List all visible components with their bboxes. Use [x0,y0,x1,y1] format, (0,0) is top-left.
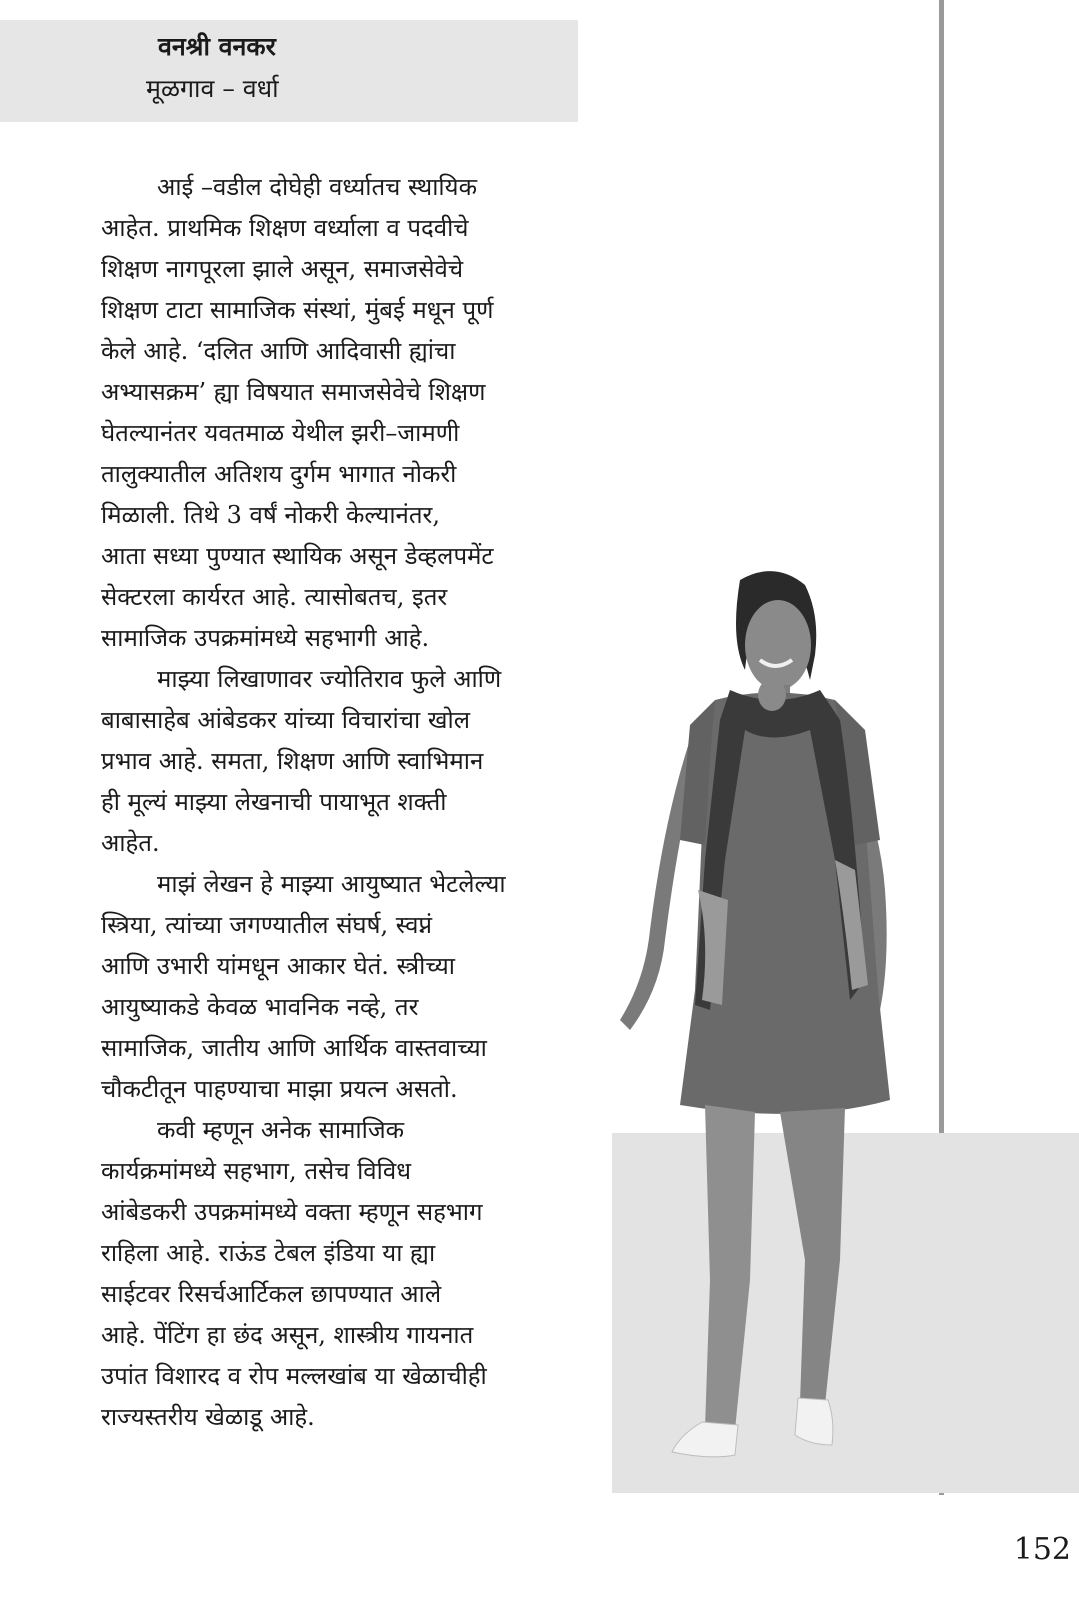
bio-line: केले आहे. ‘दलित आणि आदिवासी ह्यांचा [101,337,456,365]
bio-line: शिक्षण टाटा सामाजिक संस्थां, मुंबई मधून पूर्ण [101,296,494,324]
photo-right-shoe [795,1398,833,1445]
author-photo [610,560,930,1460]
photo-left-leg [705,1105,755,1430]
bio-line: शिक्षण नागपूरला झाले असून, समाजसेवेचे [101,255,464,283]
author-place: मूळगाव – वर्धा [146,74,279,103]
bio-line: बाबासाहेब आंबेडकर यांच्या विचारांचा खोल [101,706,470,734]
bio-line: अभ्यासक्रम’ ह्या विषयात समाजसेवेचे शिक्षण [101,378,486,406]
bio-line: ही मूल्यं माझ्या लेखनाची पायाभूत शक्ती [101,788,447,816]
bio-line: मिळाली. तिथे 3 वर्षं नोकरी केल्यानंतर, [101,501,440,529]
bio-line: आई –वडील दोघेही वर्ध्यातच स्थायिक [157,173,478,201]
author-name: वनश्री वनकर [158,32,276,61]
bio-line: कवी म्हणून अनेक सामाजिक [157,1116,405,1144]
bio-line: आणि उभारी यांमधून आकार घेतं. स्त्रीच्या [101,952,456,980]
bio-line: साईटवर रिसर्चआर्टिकल छापण्यात आले [101,1280,442,1308]
bio-line: आहेत. [101,829,160,857]
page-number: 152 [1013,1532,1071,1567]
bio-line: सामाजिक, जातीय आणि आर्थिक वास्तवाच्या [101,1034,487,1062]
photo-face [745,600,811,690]
photo-hand [758,679,786,711]
bio-text [101,167,591,1438]
bio-line: घेतल्यानंतर यवतमाळ येथील झरी–जामणी [101,419,460,447]
bio-line: आंबेडकरी उपक्रमांमध्ये वक्ता म्हणून सहभाग [101,1198,483,1226]
bio-line: आता सध्या पुण्यात स्थायिक असून डेव्हलपमेंट [101,542,494,570]
bio-line: माझं लेखन हे माझ्या आयुष्यात भेटलेल्या [157,870,506,898]
photo-left-shoe [672,1422,738,1457]
bio-line: स्त्रिया, त्यांच्या जगण्यातील संघर्ष, स्वप्नं [101,911,433,939]
bio-line: सामाजिक उपक्रमांमध्ये सहभागी आहे. [101,624,430,652]
photo-right-leg [780,1108,845,1405]
bio-line: राज्यस्तरीय खेळाडू आहे. [101,1403,315,1431]
bio-line: आहे. पेंटिंग हा छंद असून, शास्त्रीय गायनात [101,1321,474,1349]
bio-line: कार्यक्रमांमध्ये सहभाग, तसेच विविध [101,1157,411,1185]
bio-line: प्रभाव आहे. समता, शिक्षण आणि स्वाभिमान [101,747,484,775]
bio-line: सेक्टरला कार्यरत आहे. त्यासोबतच, इतर [101,583,448,611]
bio-line: तालुक्यातील अतिशय दुर्गम भागात नोकरी [101,460,457,488]
bio-line: राहिला आहे. राऊंड टेबल इंडिया या ह्या [101,1239,436,1267]
bio-line: माझ्या लिखाणावर ज्योतिराव फुले आणि [157,665,502,693]
header-box [0,20,578,122]
bio-line: आयुष्याकडे केवळ भावनिक नव्हे, तर [101,993,419,1021]
bio-line: उपांत विशारद व रोप मल्लखांब या खेळाचीही [101,1362,487,1390]
bio-line: आहेत. प्राथमिक शिक्षण वर्ध्याला व पदवीचे [101,214,469,242]
bio-line: चौकटीतून पाहण्याचा माझा प्रयत्न असतो. [101,1075,458,1103]
